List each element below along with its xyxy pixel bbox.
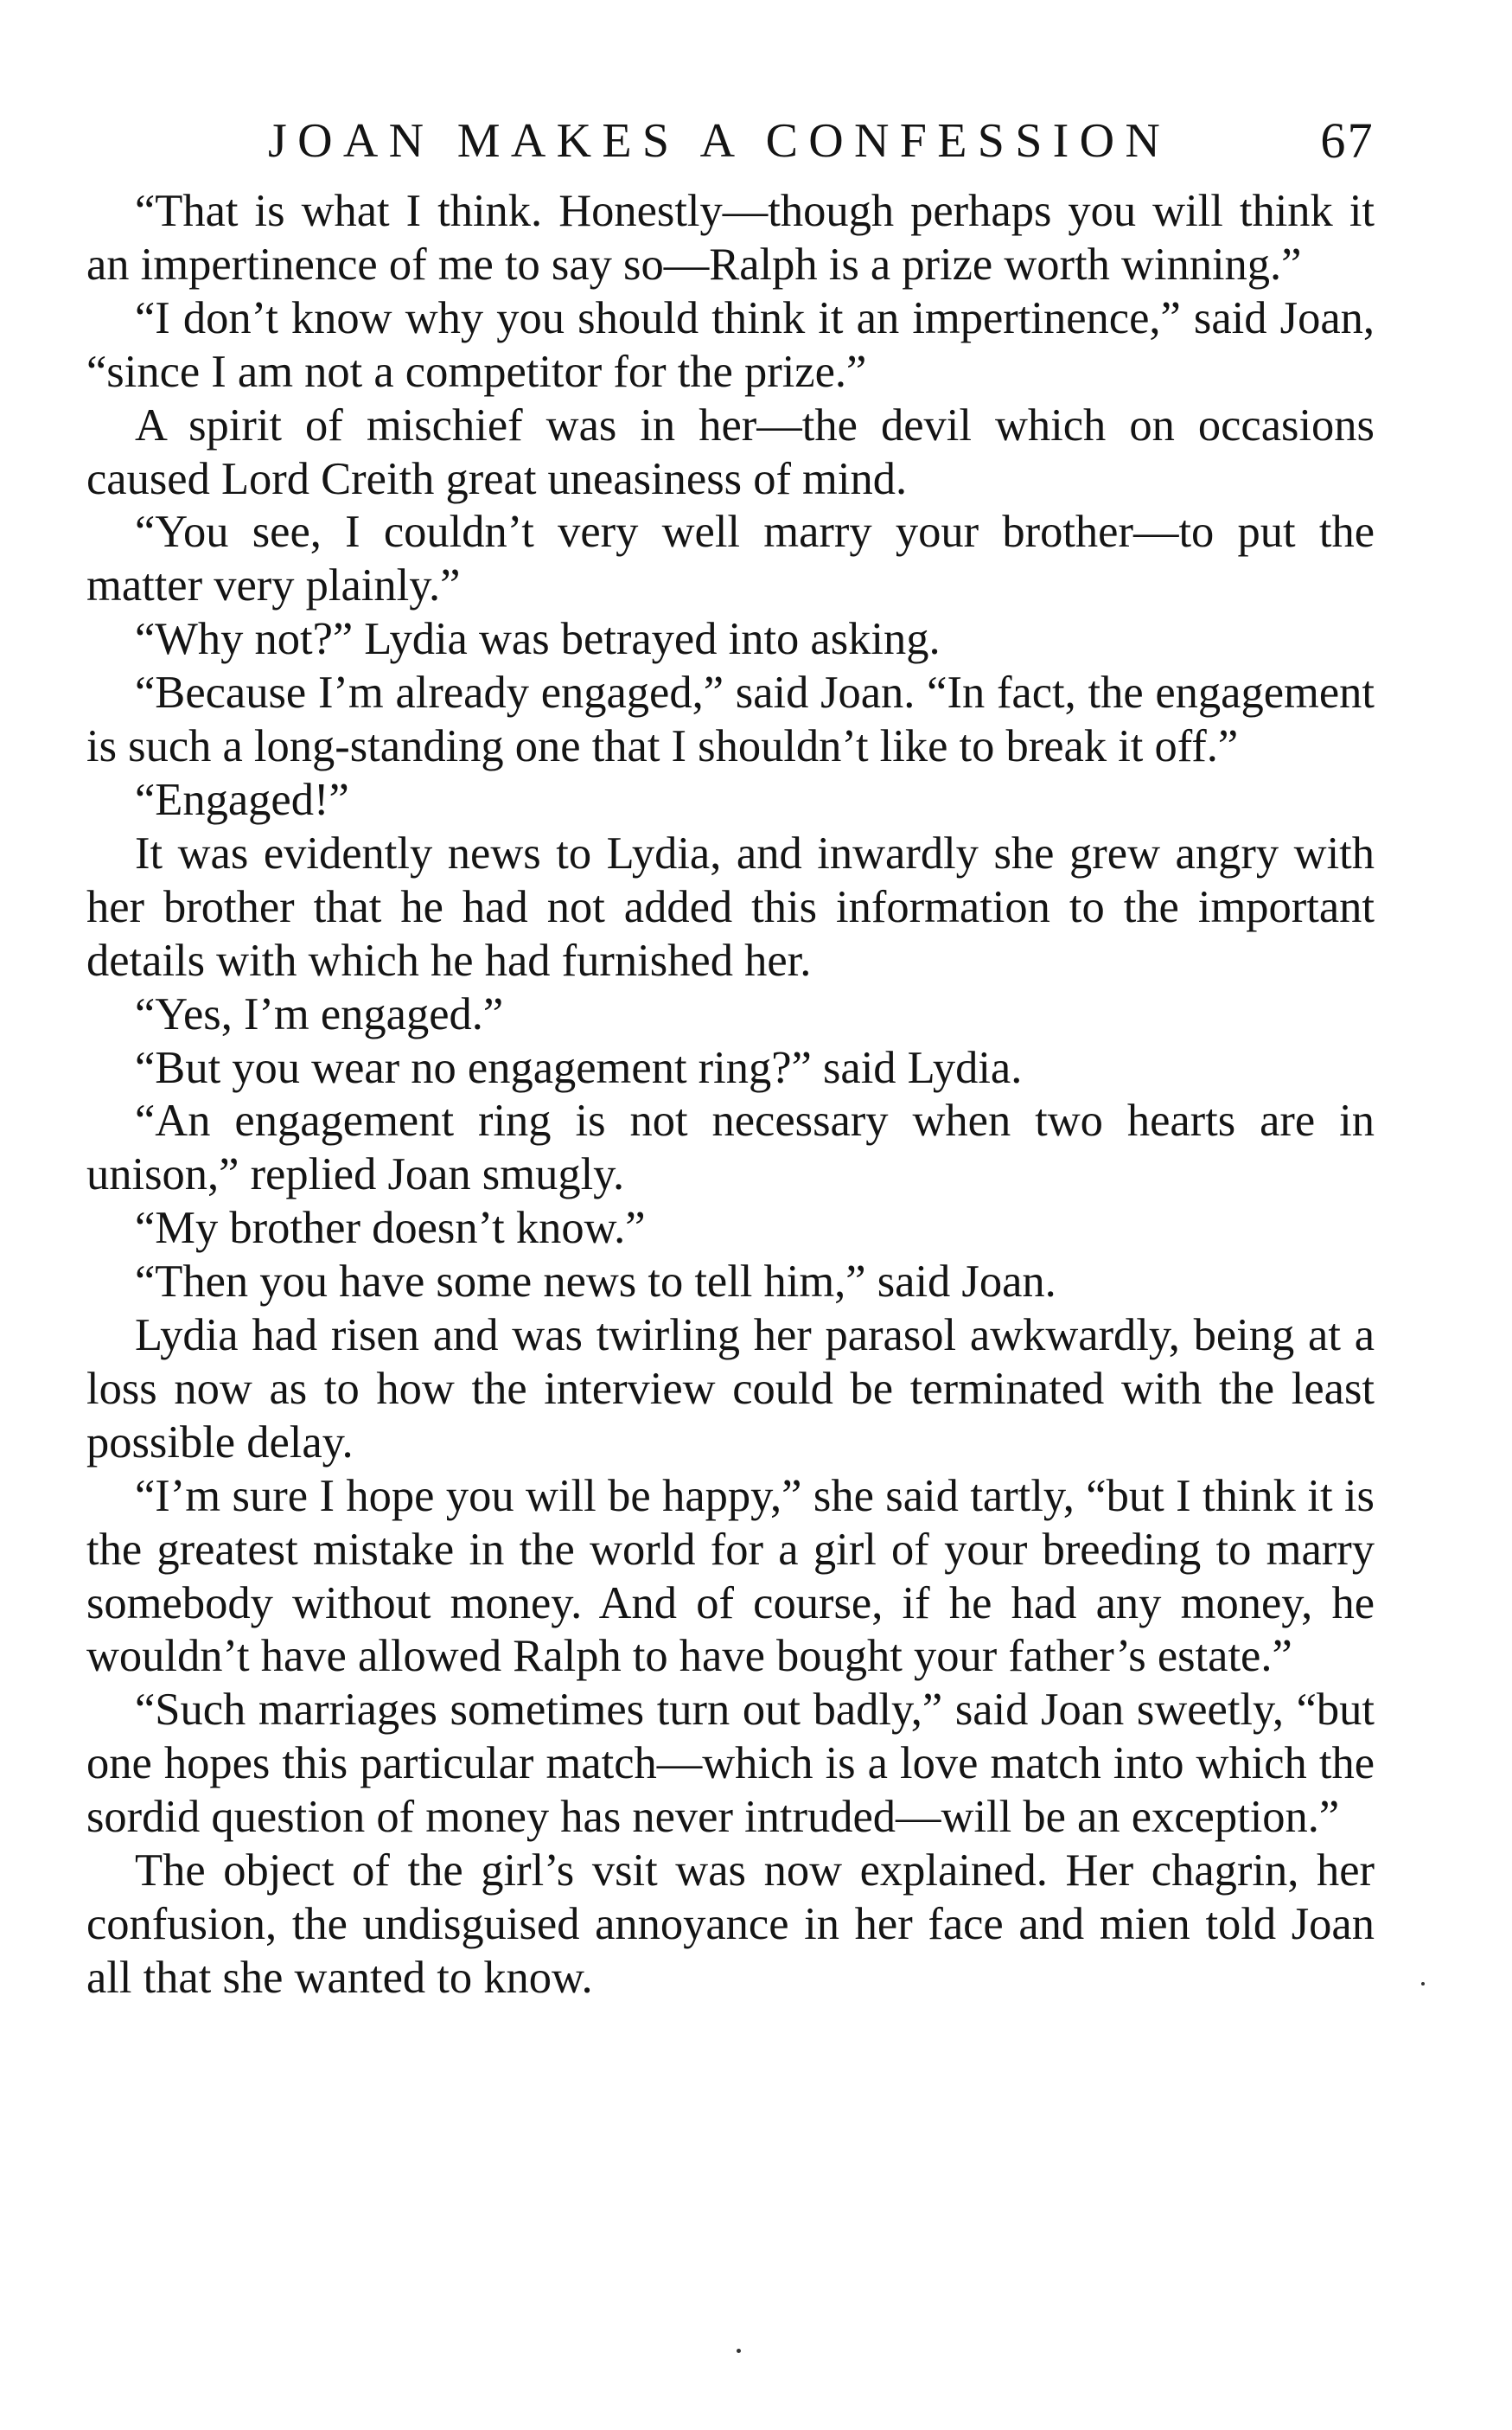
paragraph: “An engagement ring is not necessary when two hearts are in unison,” replied Joan smugly. (86, 1096, 1375, 1200)
paragraph: “That is what I think. Honestly—though perhaps you will think it an impertinence of me to say so—Ralph is a prize worth winning.” (86, 186, 1375, 290)
paragraph: Lydia had risen and was twirling her parasol awkwardly, being at a loss now as to how the interview could be terminated with the least possible delay. (86, 1310, 1375, 1468)
paragraph: It was evidently news to Lydia, and inwardly she grew angry with her brother that he had not added this information to the important details with which he had furnished her. (86, 828, 1375, 986)
book-page (86, 111, 1375, 2005)
print-speck (737, 2349, 741, 2353)
print-speck (1421, 1982, 1425, 1986)
paragraph: “My brother doesn’t know.” (135, 1203, 646, 1254)
paragraph: “I don’t know why you should think it an impertinence,” said Joan, “since I am not a competitor for the prize.” (86, 292, 1375, 397)
body-text (86, 185, 1375, 2005)
paragraph: The object of the girl’s vsit was now explained. Her chagrin, her confusion, the undisguised annoyance in her face and mien told Joan all that she wanted to know. (86, 1845, 1375, 2003)
paragraph: “Then you have some news to tell him,” said Joan. (135, 1257, 1056, 1308)
paragraph: “You see, I couldn’t very well marry your brother—to put the matter very plainly.” (86, 507, 1375, 611)
paragraph: “Engaged!” (135, 774, 349, 825)
page-number: 67 (1320, 112, 1375, 169)
paragraph: “But you wear no engagement ring?” said Lydia. (135, 1042, 1023, 1093)
paragraph: “Because I’m already engaged,” said Joan. “In fact, the engagement is such a long-standing one that I shouldn’t like to break it off.” (86, 668, 1375, 772)
paragraph: A spirit of mischief was in her—the devil which on occasions caused Lord Creith great uneasiness of mind. (86, 400, 1375, 504)
running-head (86, 111, 1375, 171)
paragraph: “Yes, I’m engaged.” (135, 988, 504, 1039)
paragraph: “Why not?” Lydia was betrayed into asking. (135, 614, 941, 665)
paragraph: “I’m sure I hope you will be happy,” she said tartly, “but I think it is the greatest mistake in the world for a girl of your breeding to marry somebody without money. And of course, if he had any money, he wouldn’t have allowed Ralph to have bought your father’s estate.” (86, 1470, 1375, 1682)
running-title: JOAN MAKES A CONFESSION (268, 114, 1171, 168)
paragraph: “Such marriages sometimes turn out badly,” said Joan sweetly, “but one hopes this particular match—which is a love match into which the sordid question of money has never intruded—will be an exception.” (86, 1685, 1375, 1843)
